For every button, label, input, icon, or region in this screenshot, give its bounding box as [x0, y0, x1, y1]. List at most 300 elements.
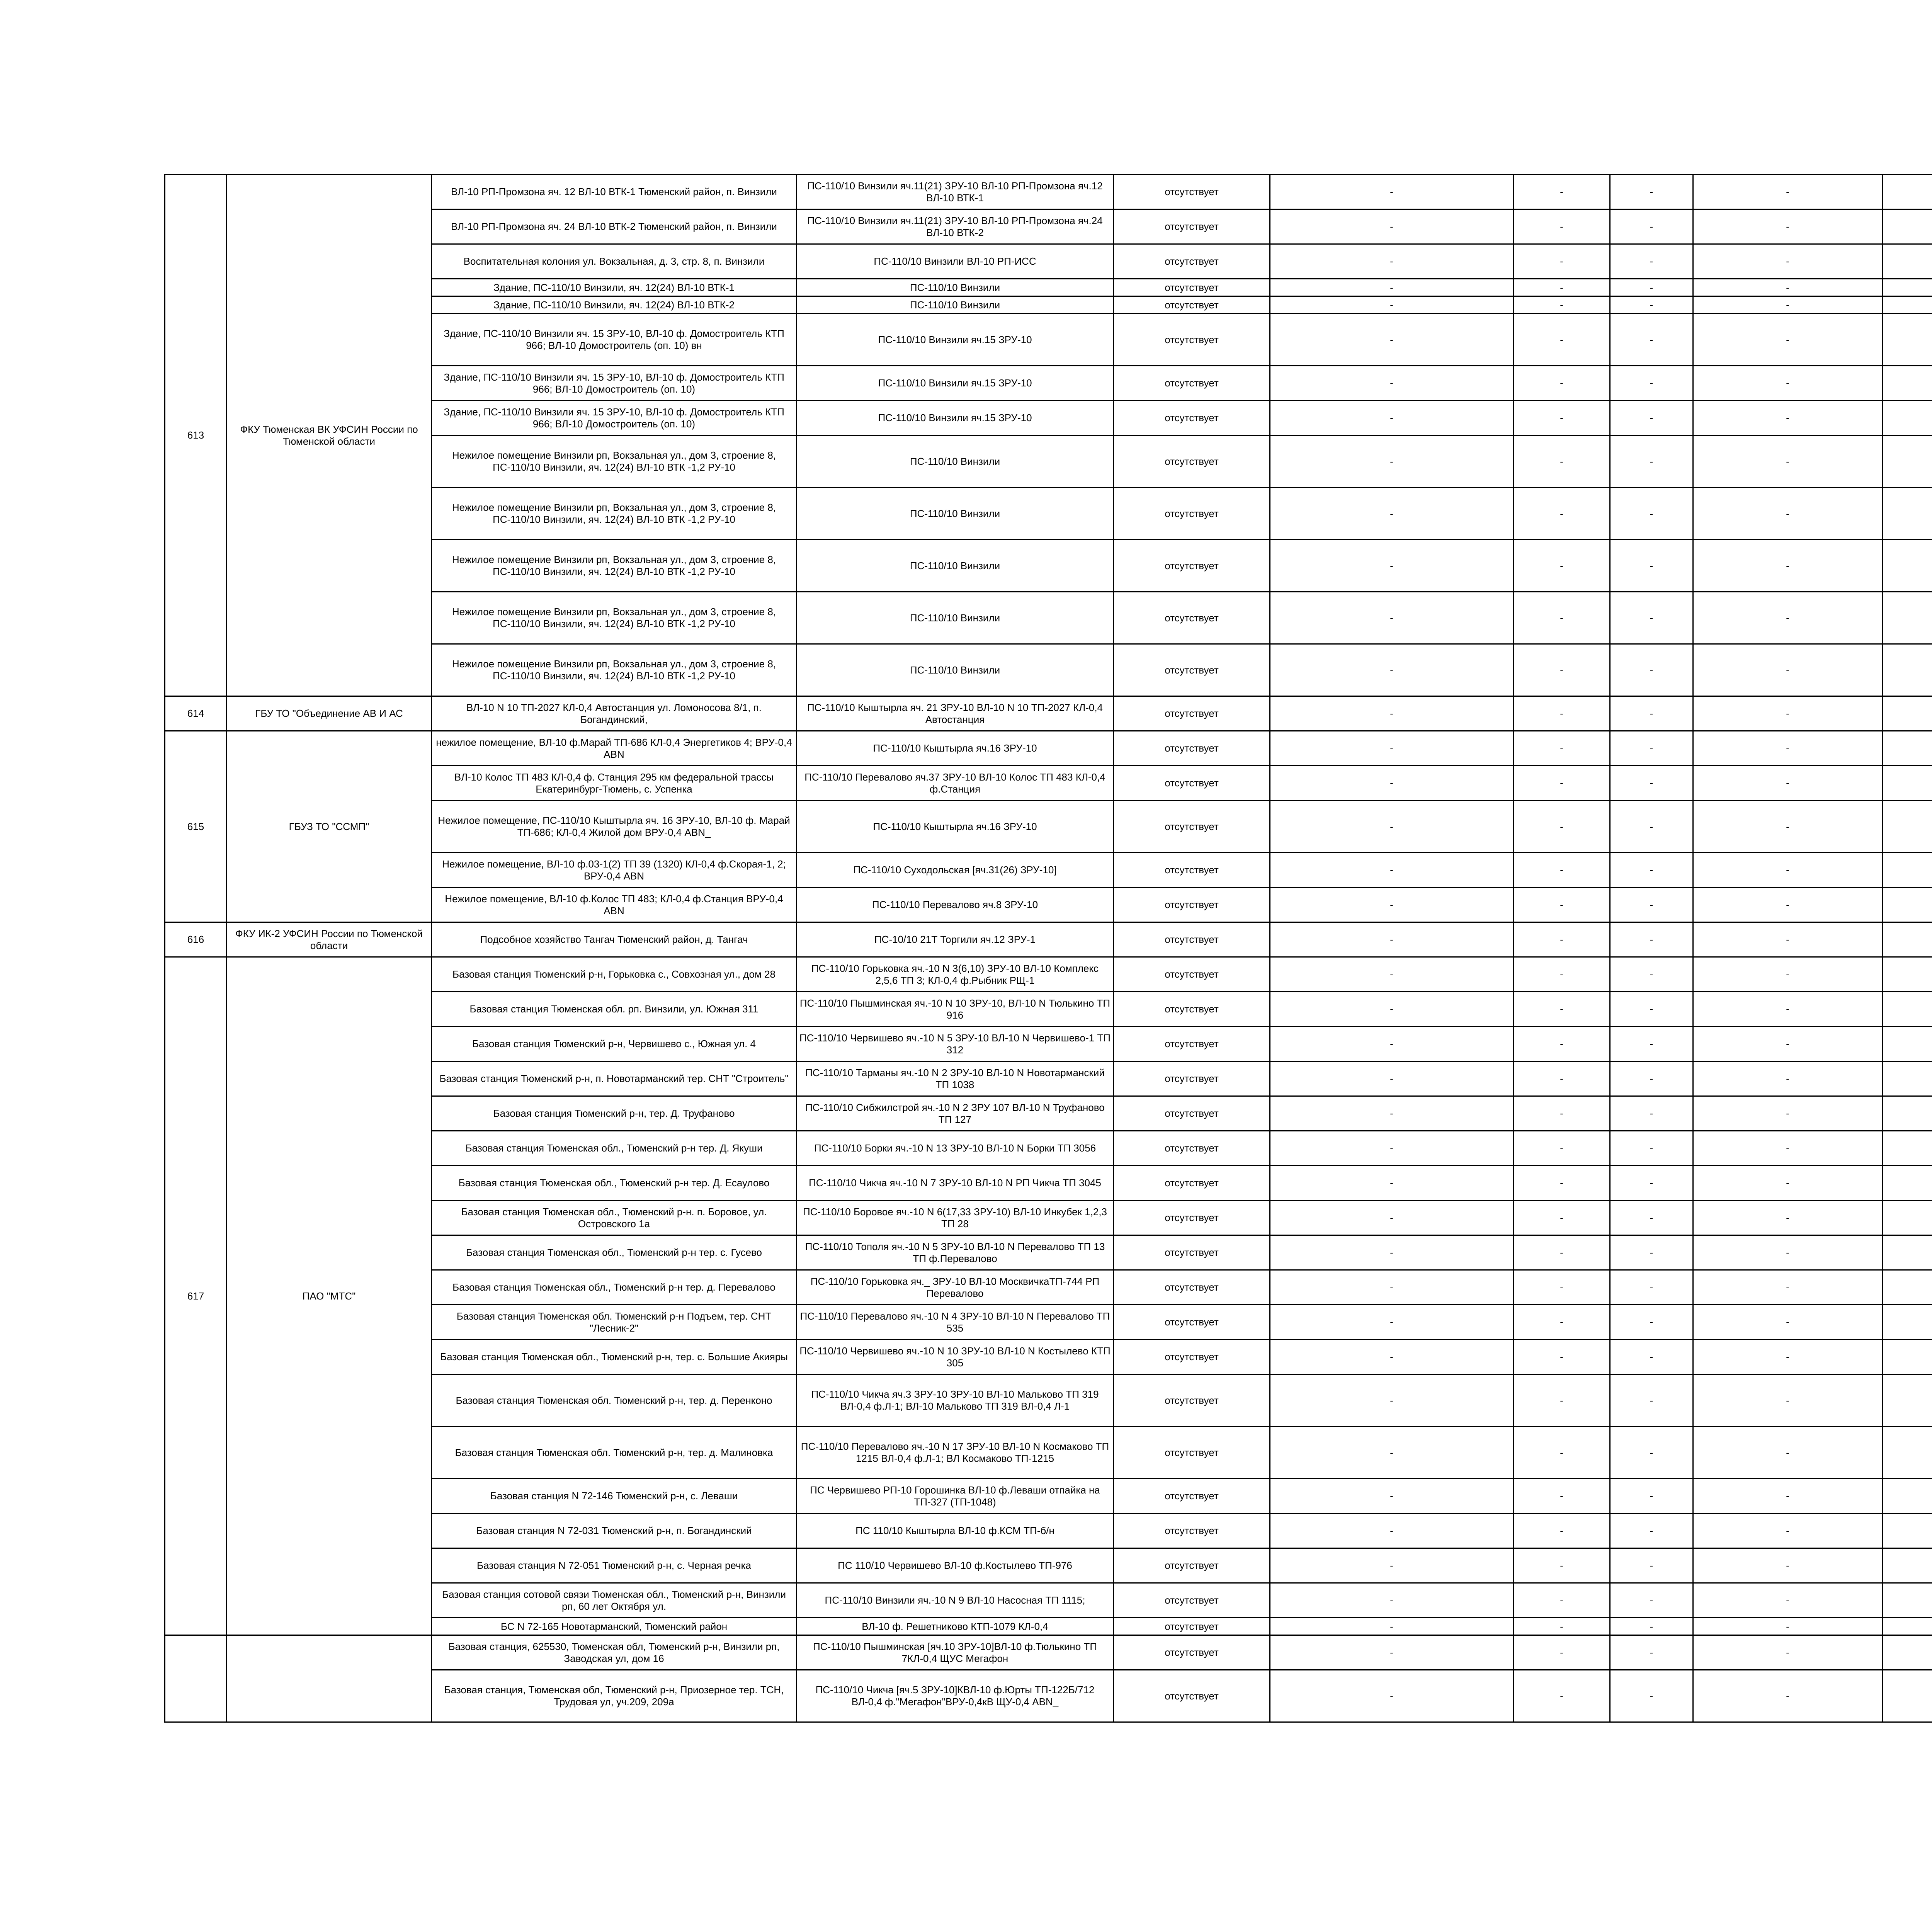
empty-value-cell: - [1514, 888, 1610, 922]
power-source-cell: ПС-110/10 Сибжилстрой яч.-10 N 2 ЗРУ 107 ВЛ-10 N Труфаново ТП 127 [797, 1096, 1114, 1131]
empty-value-cell: - [1514, 696, 1610, 731]
empty-value-cell [1883, 957, 1932, 992]
empty-value-cell: - [1270, 279, 1514, 296]
power-source-cell: ПС-110/10 Винзили яч.11(21) ЗРУ-10 ВЛ-10 РП-Промзона яч.24 ВЛ-10 ВТК-2 [797, 209, 1114, 244]
power-source-cell: ПС-110/10 Винзили [797, 644, 1114, 696]
row-number-cell [165, 1635, 227, 1722]
empty-value-cell: - [1693, 209, 1883, 244]
empty-value-cell [1883, 209, 1932, 244]
table-row [165, 922, 1932, 957]
status-cell: отсутствует [1114, 801, 1270, 853]
empty-value-cell: - [1693, 1235, 1883, 1270]
organization-cell: ФКУ ИК-2 УФСИН России по Тюменской области [227, 922, 432, 957]
empty-value-cell: - [1270, 853, 1514, 888]
empty-value-cell: - [1270, 540, 1514, 592]
empty-value-cell [1883, 488, 1932, 540]
empty-value-cell: - [1270, 175, 1514, 209]
power-source-cell: ПС-10/10 21Т Торгили яч.12 ЗРУ-1 [797, 922, 1114, 957]
status-cell: отсутствует [1114, 175, 1270, 209]
empty-value-cell: - [1610, 1670, 1693, 1722]
empty-value-cell: - [1514, 1670, 1610, 1722]
empty-value-cell: - [1610, 1305, 1693, 1340]
object-cell: Базовая станция N 72-031 Тюменский р-н, п. Богандинский [432, 1514, 797, 1548]
empty-value-cell: - [1270, 1514, 1514, 1548]
empty-value-cell: - [1514, 209, 1610, 244]
empty-value-cell: - [1270, 1166, 1514, 1201]
empty-value-cell: - [1514, 853, 1610, 888]
empty-value-cell: - [1514, 1548, 1610, 1583]
empty-value-cell: - [1270, 1374, 1514, 1427]
empty-value-cell: - [1270, 435, 1514, 488]
empty-value-cell: - [1514, 401, 1610, 435]
power-source-cell: ПС-110/10 Червишево яч.-10 N 10 ЗРУ-10 ВЛ-10 N Костылево КТП 305 [797, 1340, 1114, 1374]
empty-value-cell: - [1693, 175, 1883, 209]
empty-value-cell [1883, 853, 1932, 888]
empty-value-cell: - [1610, 696, 1693, 731]
empty-value-cell: - [1610, 992, 1693, 1027]
empty-value-cell: - [1514, 366, 1610, 401]
empty-value-cell [1883, 766, 1932, 801]
empty-value-cell [1883, 1131, 1932, 1166]
object-cell: Базовая станция Тюменская обл., Тюменский р-н. п. Боровое, ул. Островского 1а [432, 1201, 797, 1235]
empty-value-cell [1883, 1374, 1932, 1427]
empty-value-cell: - [1693, 801, 1883, 853]
table-row [165, 731, 1932, 766]
power-source-cell: ПС-110/10 Горьковка яч._ ЗРУ-10 ВЛ-10 МосквичкаТП-744 РП Перевалово [797, 1270, 1114, 1305]
empty-value-cell: - [1693, 279, 1883, 296]
empty-value-cell: - [1693, 1548, 1883, 1583]
power-source-cell: ПС-110/10 Кыштырла яч.16 ЗРУ-10 [797, 731, 1114, 766]
empty-value-cell: - [1693, 888, 1883, 922]
empty-value-cell: - [1610, 1166, 1693, 1201]
empty-value-cell: - [1693, 1166, 1883, 1201]
empty-value-cell: - [1514, 1027, 1610, 1061]
object-cell: Нежилое помещение Винзили рп, Вокзальная ул., дом 3, строение 8, ПС-110/10 Винзили, яч. 12(24) ВЛ-10 ВТК -1,2 РУ-10 [432, 435, 797, 488]
table-row [165, 696, 1932, 731]
power-source-cell: ПС-110/10 Суходольская [яч.31(26) ЗРУ-10] [797, 853, 1114, 888]
empty-value-cell: - [1270, 1670, 1514, 1722]
empty-value-cell: - [1514, 279, 1610, 296]
empty-value-cell [1883, 592, 1932, 644]
object-cell: Здание, ПС-110/10 Винзили яч. 15 ЗРУ-10, ВЛ-10 ф. Домостроитель КТП 966; ВЛ-10 Домостроитель (оп. 10) вн [432, 314, 797, 366]
empty-value-cell: - [1270, 922, 1514, 957]
power-source-cell: ПС-110/10 Винзили [797, 540, 1114, 592]
organization-cell [227, 1635, 432, 1722]
empty-value-cell: - [1610, 1514, 1693, 1548]
empty-value-cell: - [1270, 296, 1514, 314]
empty-value-cell: - [1270, 957, 1514, 992]
empty-value-cell: - [1693, 1270, 1883, 1305]
empty-value-cell: - [1270, 1061, 1514, 1096]
row-number-cell: 614 [165, 696, 227, 731]
row-number-cell: 615 [165, 731, 227, 922]
empty-value-cell [1883, 992, 1932, 1027]
power-source-cell: ПС-110/10 Пышминская [яч.10 ЗРУ-10]ВЛ-10 ф.Тюлькино ТП 7КЛ-0,4 ЩУС Мегафон [797, 1635, 1114, 1670]
empty-value-cell: - [1270, 1235, 1514, 1270]
empty-value-cell [1883, 1514, 1932, 1548]
power-source-cell: ПС 110/10 Червишево ВЛ-10 ф.Костылево ТП-976 [797, 1548, 1114, 1583]
empty-value-cell: - [1514, 992, 1610, 1027]
power-source-cell: ПС-110/10 Винзили [797, 296, 1114, 314]
empty-value-cell [1883, 1583, 1932, 1618]
empty-value-cell: - [1270, 1027, 1514, 1061]
power-source-cell: ПС-110/10 Винзили яч.15 ЗРУ-10 [797, 314, 1114, 366]
empty-value-cell: - [1610, 1027, 1693, 1061]
status-cell: отсутствует [1114, 1618, 1270, 1635]
status-cell: отсутствует [1114, 1635, 1270, 1670]
empty-value-cell: - [1270, 1635, 1514, 1670]
object-cell: Нежилое помещение Винзили рп, Вокзальная ул., дом 3, строение 8, ПС-110/10 Винзили, яч. 12(24) ВЛ-10 ВТК -1,2 РУ-10 [432, 540, 797, 592]
status-cell: отсутствует [1114, 696, 1270, 731]
empty-value-cell: - [1270, 1583, 1514, 1618]
power-source-cell: ПС-110/10 Перевалово яч.37 ЗРУ-10 ВЛ-10 Колос ТП 483 КЛ-0,4 ф.Станция [797, 766, 1114, 801]
status-cell: отсутствует [1114, 1340, 1270, 1374]
power-source-cell: ПС-110/10 Винзили яч.15 ЗРУ-10 [797, 366, 1114, 401]
object-cell: Нежилое помещение Винзили рп, Вокзальная ул., дом 3, строение 8, ПС-110/10 Винзили, яч. 12(24) ВЛ-10 ВТК -1,2 РУ-10 [432, 644, 797, 696]
empty-value-cell [1883, 435, 1932, 488]
empty-value-cell: - [1610, 731, 1693, 766]
table-row [165, 957, 1932, 992]
power-source-cell: ПС-110/10 Чикча яч.3 ЗРУ-10 ЗРУ-10 ВЛ-10 Мальково ТП 319 ВЛ-0,4 ф.Л-1; ВЛ-10 Мальково ТП 319 ВЛ-0,4 Л-1 [797, 1374, 1114, 1427]
empty-value-cell: - [1693, 1670, 1883, 1722]
empty-value-cell: - [1610, 1374, 1693, 1427]
status-cell: отсутствует [1114, 540, 1270, 592]
object-cell: Базовая станция Тюменская обл. Тюменский р-н Подъем, тер. СНТ "Лесник-2" [432, 1305, 797, 1340]
empty-value-cell: - [1693, 1618, 1883, 1635]
empty-value-cell: - [1514, 175, 1610, 209]
empty-value-cell [1883, 1305, 1932, 1340]
empty-value-cell: - [1610, 853, 1693, 888]
empty-value-cell [1883, 1096, 1932, 1131]
empty-value-cell: - [1610, 1635, 1693, 1670]
empty-value-cell [1883, 279, 1932, 296]
empty-value-cell: - [1610, 1583, 1693, 1618]
empty-value-cell: - [1693, 1583, 1883, 1618]
empty-value-cell: - [1514, 1305, 1610, 1340]
power-source-cell: ПС-110/10 Винзили [797, 592, 1114, 644]
empty-value-cell: - [1610, 488, 1693, 540]
power-source-cell: ПС-110/10 Червишево яч.-10 N 5 ЗРУ-10 ВЛ-10 N Червишево-1 ТП 312 [797, 1027, 1114, 1061]
power-source-cell: ПС-110/10 Пышминская яч.-10 N 10 ЗРУ-10, ВЛ-10 N Тюлькино ТП 916 [797, 992, 1114, 1027]
status-cell: отсутствует [1114, 1270, 1270, 1305]
status-cell: отсутствует [1114, 1305, 1270, 1340]
empty-value-cell [1883, 1618, 1932, 1635]
empty-value-cell [1883, 244, 1932, 279]
status-cell: отсутствует [1114, 1514, 1270, 1548]
status-cell: отсутствует [1114, 244, 1270, 279]
object-cell: Базовая станция Тюменская обл. рп. Винзили, ул. Южная 311 [432, 992, 797, 1027]
empty-value-cell: - [1514, 1479, 1610, 1514]
empty-value-cell [1883, 1427, 1932, 1479]
power-source-cell: ПС-110/10 Тарманы яч.-10 N 2 ЗРУ-10 ВЛ-10 N Новотарманский ТП 1038 [797, 1061, 1114, 1096]
power-source-cell: ПС-110/10 Перевалово яч.-10 N 17 ЗРУ-10 ВЛ-10 N Космаково ТП 1215 ВЛ-0,4 ф.Л-1; ВЛ Космаково ТП-1215 [797, 1427, 1114, 1479]
power-source-cell: ПС-110/10 Горьковка яч.-10 N 3(6,10) ЗРУ-10 ВЛ-10 Комплекс 2,5,6 ТП 3; КЛ-0,4 ф.Рыбник РЩ-1 [797, 957, 1114, 992]
empty-value-cell: - [1514, 1096, 1610, 1131]
status-cell: отсутствует [1114, 1131, 1270, 1166]
empty-value-cell [1883, 1548, 1932, 1583]
empty-value-cell: - [1514, 1583, 1610, 1618]
empty-value-cell [1883, 1670, 1932, 1722]
empty-value-cell: - [1610, 1618, 1693, 1635]
empty-value-cell: - [1514, 540, 1610, 592]
empty-value-cell: - [1610, 1427, 1693, 1479]
empty-value-cell: - [1610, 244, 1693, 279]
empty-value-cell: - [1693, 1340, 1883, 1374]
empty-value-cell: - [1693, 1479, 1883, 1514]
empty-value-cell [1883, 1061, 1932, 1096]
empty-value-cell: - [1270, 1618, 1514, 1635]
empty-value-cell: - [1270, 488, 1514, 540]
empty-value-cell [1883, 1235, 1932, 1270]
empty-value-cell: - [1270, 696, 1514, 731]
status-cell: отсутствует [1114, 1166, 1270, 1201]
status-cell: отсутствует [1114, 592, 1270, 644]
empty-value-cell [1883, 175, 1932, 209]
power-source-cell: ПС-110/10 Винзили [797, 279, 1114, 296]
object-cell: Базовая станция Тюменский р-н, тер. Д. Труфаново [432, 1096, 797, 1131]
object-cell: Базовая станция Тюменский р-н, Червишево с., Южная ул. 4 [432, 1027, 797, 1061]
status-cell: отсутствует [1114, 1670, 1270, 1722]
status-cell: отсутствует [1114, 1201, 1270, 1235]
empty-value-cell: - [1514, 1270, 1610, 1305]
empty-value-cell: - [1610, 1548, 1693, 1583]
empty-value-cell: - [1610, 435, 1693, 488]
power-source-cell: ПС 110/10 Кыштырла ВЛ-10 ф.КСМ ТП-б/н [797, 1514, 1114, 1548]
status-cell: отсутствует [1114, 435, 1270, 488]
empty-value-cell: - [1270, 731, 1514, 766]
empty-value-cell: - [1693, 922, 1883, 957]
status-cell: отсутствует [1114, 1096, 1270, 1131]
empty-value-cell: - [1610, 1096, 1693, 1131]
empty-value-cell: - [1270, 644, 1514, 696]
empty-value-cell: - [1610, 1479, 1693, 1514]
empty-value-cell: - [1610, 366, 1693, 401]
empty-value-cell: - [1514, 1235, 1610, 1270]
empty-value-cell: - [1270, 1548, 1514, 1583]
empty-value-cell: - [1610, 592, 1693, 644]
object-cell: Базовая станция Тюменский р-н, п. Новотарманский тер. СНТ "Строитель" [432, 1061, 797, 1096]
power-source-cell: ПС-110/10 Кыштырла яч.16 ЗРУ-10 [797, 801, 1114, 853]
empty-value-cell: - [1693, 1027, 1883, 1061]
empty-value-cell [1883, 1027, 1932, 1061]
object-cell: ВЛ-10 РП-Промзона яч. 12 ВЛ-10 ВТК-1 Тюменский район, п. Винзили [432, 175, 797, 209]
empty-value-cell: - [1693, 766, 1883, 801]
status-cell: отсутствует [1114, 1427, 1270, 1479]
empty-value-cell: - [1610, 644, 1693, 696]
empty-value-cell: - [1270, 801, 1514, 853]
status-cell: отсутствует [1114, 1548, 1270, 1583]
object-cell: Нежилое помещение, ПС-110/10 Кыштырла яч. 16 ЗРУ-10, ВЛ-10 ф. Марай ТП-686; КЛ-0,4 Жилой дом ВРУ-0,4 АВN_ [432, 801, 797, 853]
object-cell: Базовая станция Тюменская обл., Тюменский р-н тер. д. Перевалово [432, 1270, 797, 1305]
status-cell: отсутствует [1114, 1027, 1270, 1061]
empty-value-cell: - [1610, 279, 1693, 296]
object-cell: Нежилое помещение, ВЛ-10 ф.03-1(2) ТП 39 (1320) КЛ-0,4 ф.Скорая-1, 2; ВРУ-0,4 АВN [432, 853, 797, 888]
object-cell: ВЛ-10 N 10 ТП-2027 КЛ-0,4 Автостанция ул. Ломоносова 8/1, п. Богандинский, [432, 696, 797, 731]
empty-value-cell: - [1514, 435, 1610, 488]
empty-value-cell [1883, 314, 1932, 366]
empty-value-cell: - [1270, 766, 1514, 801]
empty-value-cell: - [1270, 992, 1514, 1027]
empty-value-cell: - [1270, 592, 1514, 644]
empty-value-cell: - [1270, 366, 1514, 401]
empty-value-cell: - [1610, 175, 1693, 209]
empty-value-cell: - [1693, 1061, 1883, 1096]
object-cell: Базовая станция Тюменская обл., Тюменский р-н, тер. с. Большие Акияры [432, 1340, 797, 1374]
empty-value-cell: - [1693, 488, 1883, 540]
empty-value-cell: - [1693, 366, 1883, 401]
object-cell: Базовая станция Тюменский р-н, Горьковка с., Совхозная ул., дом 28 [432, 957, 797, 992]
empty-value-cell: - [1693, 314, 1883, 366]
empty-value-cell: - [1270, 401, 1514, 435]
empty-value-cell: - [1693, 435, 1883, 488]
status-cell: отсутствует [1114, 766, 1270, 801]
object-cell: Базовая станция N 72-051 Тюменский р-н, с. Черная речка [432, 1548, 797, 1583]
empty-value-cell: - [1270, 1131, 1514, 1166]
empty-value-cell: - [1610, 1201, 1693, 1235]
empty-value-cell [1883, 801, 1932, 853]
empty-value-cell: - [1693, 296, 1883, 314]
empty-value-cell: - [1610, 401, 1693, 435]
power-source-cell: ПС-110/10 Боровое яч.-10 N 6(17,33 ЗРУ-10) ВЛ-10 Инкубек 1,2,3 ТП 28 [797, 1201, 1114, 1235]
empty-value-cell: - [1514, 1514, 1610, 1548]
empty-value-cell: - [1270, 1201, 1514, 1235]
empty-value-cell: - [1514, 1131, 1610, 1166]
empty-value-cell: - [1514, 1427, 1610, 1479]
empty-value-cell: - [1270, 888, 1514, 922]
empty-value-cell [1883, 1635, 1932, 1670]
empty-value-cell [1883, 401, 1932, 435]
organization-cell: ПАО "МТС" [227, 957, 432, 1635]
object-cell: Воспитательная колония ул. Вокзальная, д. 3, стр. 8, п. Винзили [432, 244, 797, 279]
status-cell: отсутствует [1114, 992, 1270, 1027]
power-source-cell: ПС Червишево РП-10 Горошинка ВЛ-10 ф.Леваши отпайка на ТП-327 (ТП-1048) [797, 1479, 1114, 1514]
empty-value-cell: - [1693, 540, 1883, 592]
empty-value-cell: - [1610, 296, 1693, 314]
power-source-cell: ПС-110/10 Чикча [яч.5 ЗРУ-10]КВЛ-10 ф.Юрты ТП-122Б/712 ВЛ-0,4 ф."Мегафон"ВРУ-0,4кВ ЩУ-0,4 АВN_ [797, 1670, 1114, 1722]
empty-value-cell: - [1610, 209, 1693, 244]
status-cell: отсутствует [1114, 922, 1270, 957]
empty-value-cell: - [1514, 1374, 1610, 1427]
row-number-cell: 613 [165, 175, 227, 696]
empty-value-cell [1883, 366, 1932, 401]
status-cell: отсутствует [1114, 644, 1270, 696]
power-source-cell: ПС-110/10 Винзили [797, 488, 1114, 540]
empty-value-cell: - [1693, 1374, 1883, 1427]
status-cell: отсутствует [1114, 209, 1270, 244]
empty-value-cell: - [1693, 244, 1883, 279]
empty-value-cell: - [1270, 1270, 1514, 1305]
object-cell: Нежилое помещение, ВЛ-10 ф.Колос ТП 483; КЛ-0,4 ф.Станция ВРУ-0,4 АВN [432, 888, 797, 922]
status-cell: отсутствует [1114, 731, 1270, 766]
empty-value-cell [1883, 1479, 1932, 1514]
object-cell: Базовая станция Тюменская обл. Тюменский р-н, тер. д. Малиновка [432, 1427, 797, 1479]
status-cell: отсутствует [1114, 1061, 1270, 1096]
table-row [165, 175, 1932, 209]
status-cell: отсутствует [1114, 314, 1270, 366]
object-cell: БС N 72-165 Новотарманский, Тюменский район [432, 1618, 797, 1635]
object-cell: ВЛ-10 РП-Промзона яч. 24 ВЛ-10 ВТК-2 Тюменский район, п. Винзили [432, 209, 797, 244]
empty-value-cell: - [1270, 1305, 1514, 1340]
empty-value-cell: - [1514, 1618, 1610, 1635]
object-cell: Базовая станция, Тюменская обл, Тюменский р-н, Приозерное тер. ТСН, Трудовая ул, уч.209, 209а [432, 1670, 797, 1722]
empty-value-cell [1883, 1166, 1932, 1201]
power-source-cell: ПС-110/10 Винзили яч.11(21) ЗРУ-10 ВЛ-10 РП-Промзона яч.12 ВЛ-10 ВТК-1 [797, 175, 1114, 209]
empty-value-cell: - [1693, 1305, 1883, 1340]
empty-value-cell: - [1270, 209, 1514, 244]
object-cell: Базовая станция N 72-146 Тюменский р-н, с. Леваши [432, 1479, 797, 1514]
status-cell: отсутствует [1114, 1235, 1270, 1270]
empty-value-cell [1883, 540, 1932, 592]
empty-value-cell: - [1610, 540, 1693, 592]
empty-value-cell: - [1610, 1270, 1693, 1305]
empty-value-cell: - [1270, 1096, 1514, 1131]
status-cell: отсутствует [1114, 296, 1270, 314]
empty-value-cell: - [1270, 314, 1514, 366]
empty-value-cell [1883, 888, 1932, 922]
power-source-cell: ПС-110/10 Винзили яч.-10 N 9 ВЛ-10 Насосная ТП 1115; [797, 1583, 1114, 1618]
empty-value-cell [1883, 296, 1932, 314]
empty-value-cell: - [1610, 314, 1693, 366]
empty-value-cell: - [1270, 1427, 1514, 1479]
empty-value-cell [1883, 644, 1932, 696]
object-cell: Здание, ПС-110/10 Винзили яч. 15 ЗРУ-10, ВЛ-10 ф. Домостроитель КТП 966; ВЛ-10 Домостроитель (оп. 10) [432, 366, 797, 401]
empty-value-cell: - [1610, 766, 1693, 801]
empty-value-cell: - [1693, 592, 1883, 644]
status-cell: отсутствует [1114, 279, 1270, 296]
row-number-cell: 617 [165, 957, 227, 1635]
organization-cell: ГБУ ТО "Объединение АВ И АС [227, 696, 432, 731]
organization-cell: ФКУ Тюменская ВК УФСИН России по Тюменской области [227, 175, 432, 696]
object-cell: Здание, ПС-110/10 Винзили, яч. 12(24) ВЛ-10 ВТК-2 [432, 296, 797, 314]
status-cell: отсутствует [1114, 888, 1270, 922]
empty-value-cell: - [1514, 592, 1610, 644]
status-cell: отсутствует [1114, 1374, 1270, 1427]
status-cell: отсутствует [1114, 488, 1270, 540]
empty-value-cell: - [1610, 1131, 1693, 1166]
organization-cell: ГБУЗ ТО "ССМП" [227, 731, 432, 922]
empty-value-cell: - [1270, 1340, 1514, 1374]
power-source-cell: ПС-110/10 Борки яч.-10 N 13 ЗРУ-10 ВЛ-10 N Борки ТП 3056 [797, 1131, 1114, 1166]
empty-value-cell [1883, 731, 1932, 766]
power-source-cell: ВЛ-10 ф. Решетниково КТП-1079 КЛ-0,4 [797, 1618, 1114, 1635]
object-cell: Нежилое помещение Винзили рп, Вокзальная ул., дом 3, строение 8, ПС-110/10 Винзили, яч. 12(24) ВЛ-10 ВТК -1,2 РУ-10 [432, 488, 797, 540]
object-cell: Базовая станция сотовой связи Тюменская обл., Тюменский р-н, Винзили рп, 60 лет Октября ул. [432, 1583, 797, 1618]
empty-value-cell: - [1514, 244, 1610, 279]
object-cell: Базовая станция Тюменская обл., Тюменский р-н тер. Д. Есаулово [432, 1166, 797, 1201]
power-source-cell: ПС-110/10 Винзили ВЛ-10 РП-ИСС [797, 244, 1114, 279]
empty-value-cell: - [1693, 1096, 1883, 1131]
empty-value-cell: - [1693, 1635, 1883, 1670]
power-source-cell: ПС-110/10 Винзили яч.15 ЗРУ-10 [797, 401, 1114, 435]
empty-value-cell: - [1514, 314, 1610, 366]
power-source-cell: ПС-110/10 Винзили [797, 435, 1114, 488]
object-cell: Базовая станция Тюменская обл., Тюменский р-н тер. с. Гусево [432, 1235, 797, 1270]
row-number-cell: 616 [165, 922, 227, 957]
empty-value-cell [1883, 696, 1932, 731]
empty-value-cell: - [1693, 1131, 1883, 1166]
empty-value-cell: - [1514, 1166, 1610, 1201]
empty-value-cell: - [1514, 488, 1610, 540]
empty-value-cell: - [1514, 731, 1610, 766]
power-source-cell: ПС-110/10 Перевалово яч.-10 N 4 ЗРУ-10 ВЛ-10 N Перевалово ТП 535 [797, 1305, 1114, 1340]
object-cell: Базовая станция, 625530, Тюменская обл, Тюменский р-н, Винзили рп, Заводская ул, дом 16 [432, 1635, 797, 1670]
empty-value-cell [1883, 922, 1932, 957]
empty-value-cell [1883, 1340, 1932, 1374]
status-cell: отсутствует [1114, 366, 1270, 401]
empty-value-cell: - [1270, 244, 1514, 279]
empty-value-cell: - [1693, 1427, 1883, 1479]
status-cell: отсутствует [1114, 957, 1270, 992]
